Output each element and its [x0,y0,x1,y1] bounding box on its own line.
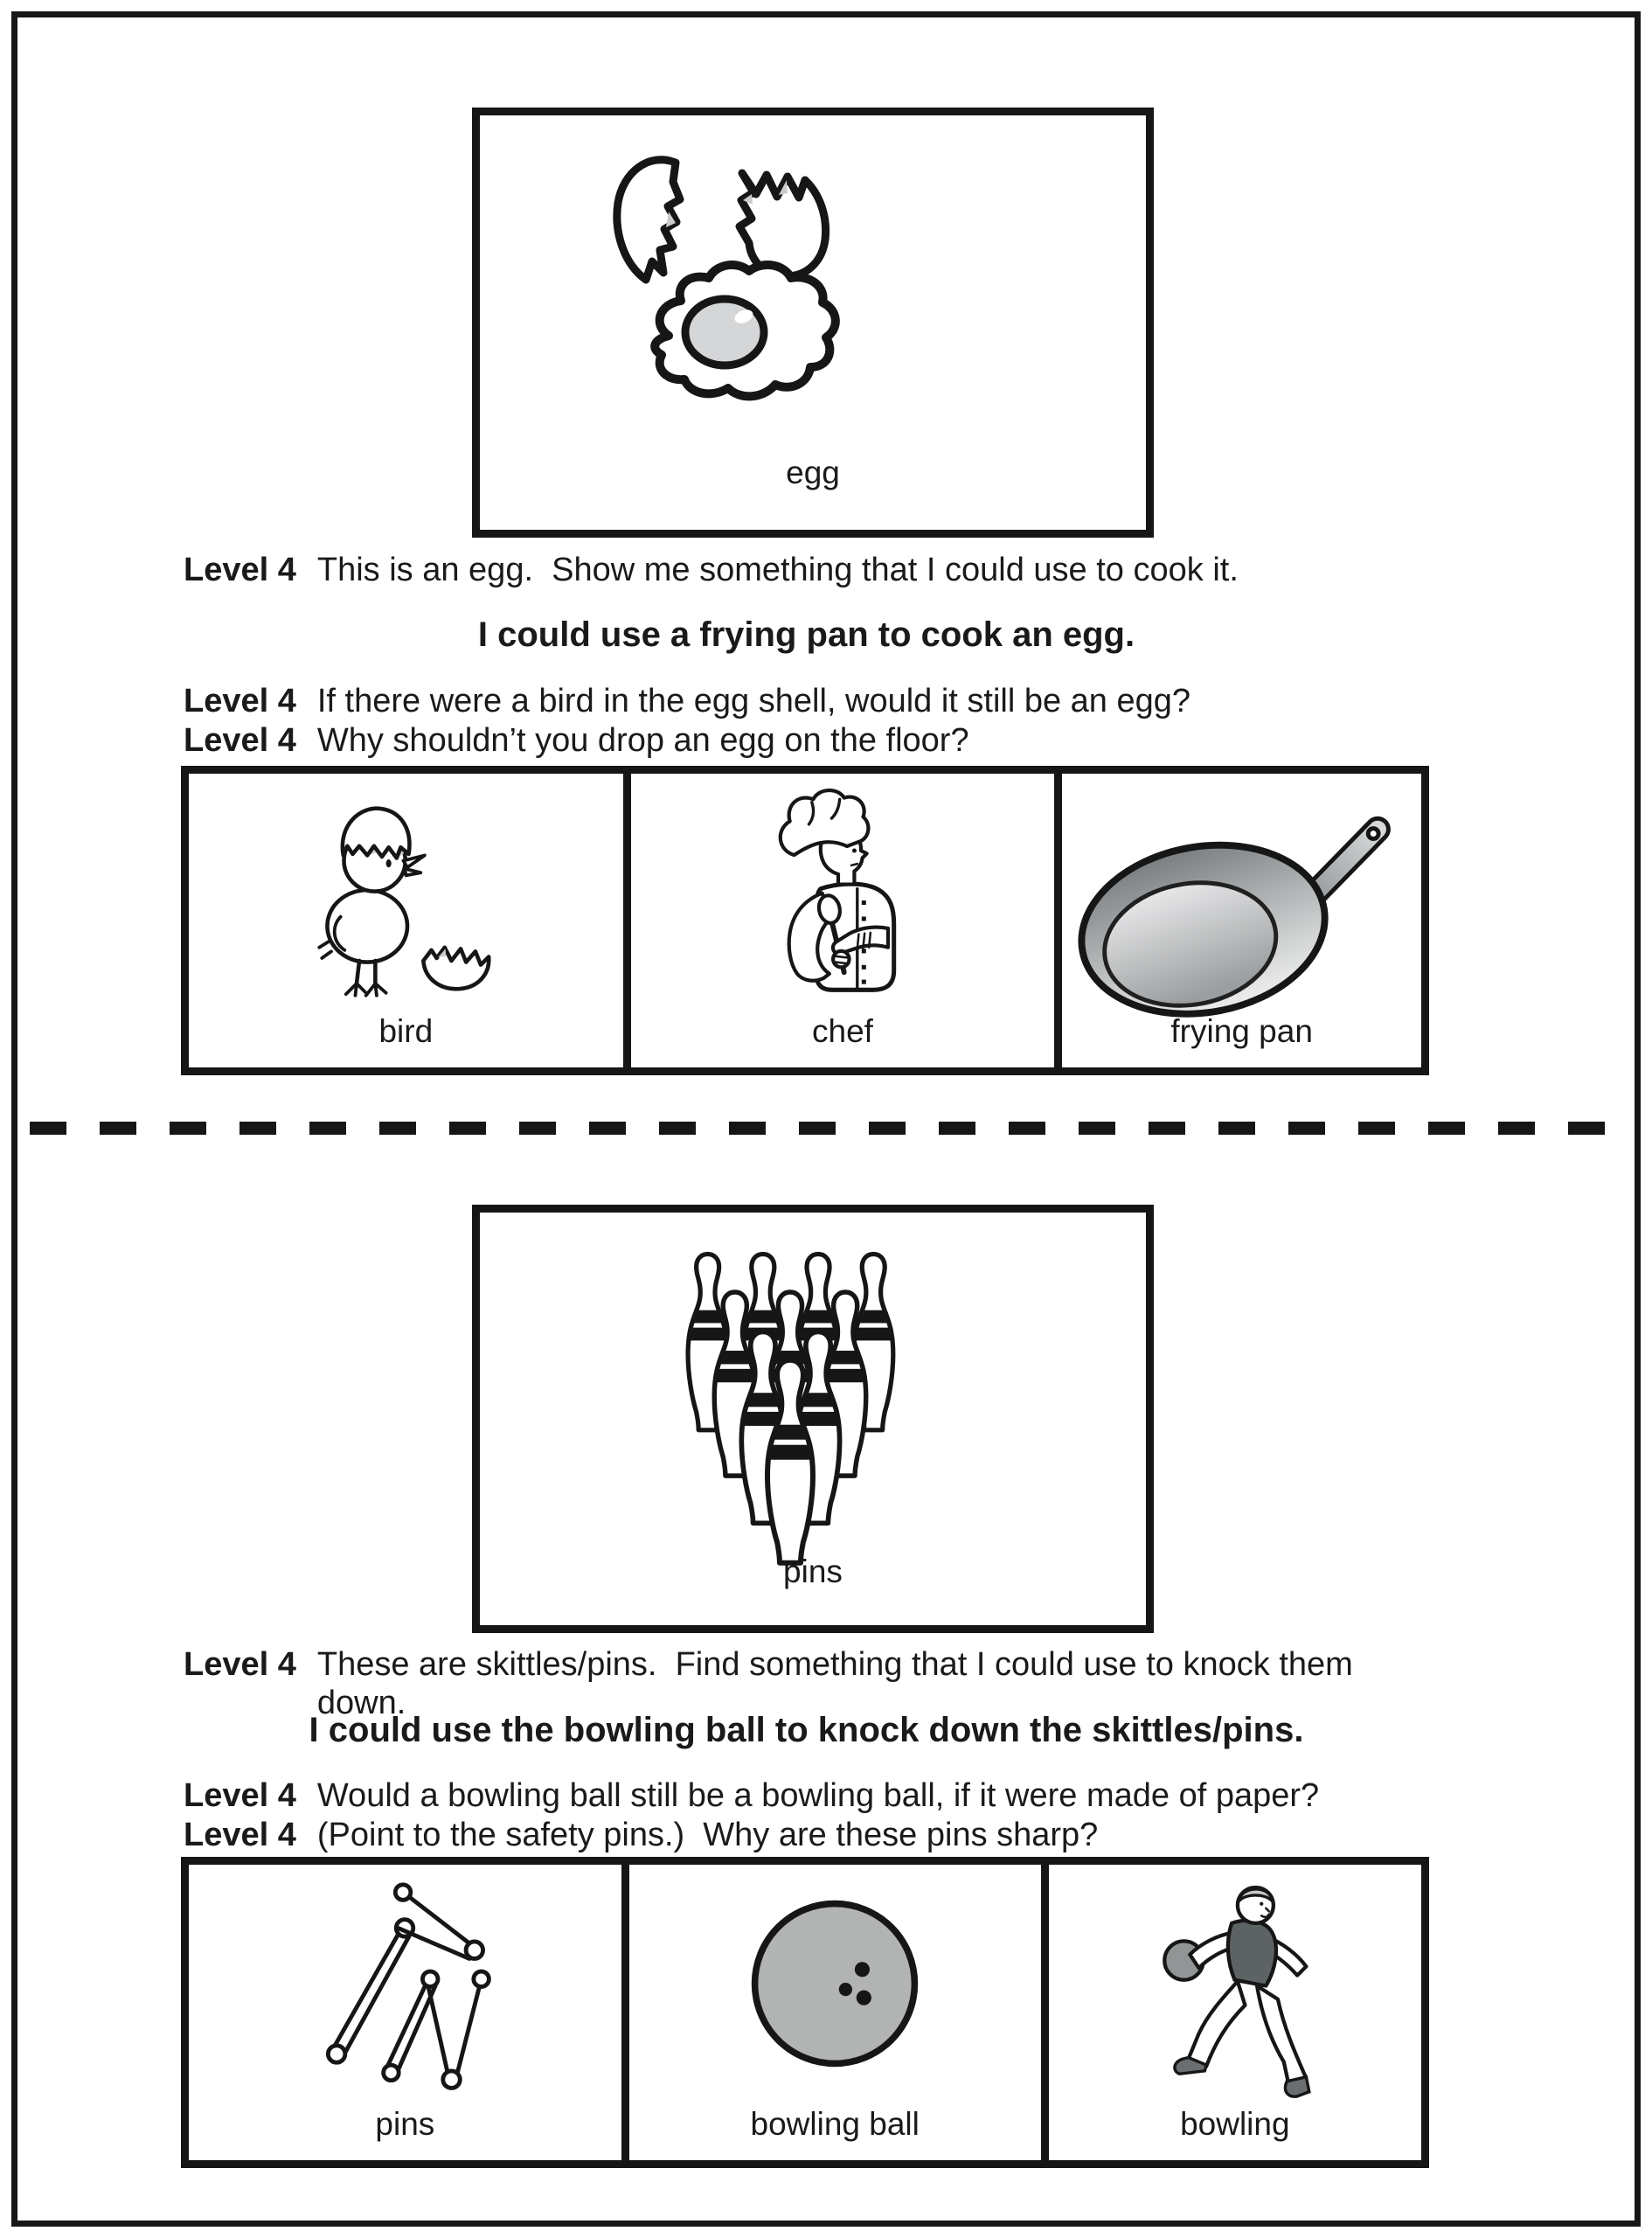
prompt-line [184,551,1442,589]
prompt-line [184,721,1442,760]
choice-strip [181,766,1429,1075]
level-tag: Level 4 [184,552,296,588]
level-tag: Level 4 [184,1646,296,1683]
prompt-text: If there were a bird in the egg shell, would it still be an egg? [316,683,1191,719]
chef-icon [747,786,938,1006]
choice-label: bird [378,1013,434,1049]
choice-frying-pan [1054,774,1421,1067]
bowler-icon [1145,1877,1324,2101]
choice-bowling [1041,1865,1421,2160]
choice-safety-pins [189,1865,621,2160]
choice-bird [189,774,623,1067]
choice-label: chef [812,1013,873,1049]
frying-pan-icon [1073,802,1411,1018]
stimulus-label: pins [783,1553,843,1589]
bowling-ball-icon [747,1896,922,2071]
safety-pins-icon [302,1877,507,2102]
choice-label: bowling [1180,2106,1290,2142]
prompt-text: These are skittles/pins. Find something that I could use to knock them down. [316,1646,1363,1721]
choice-strip [181,1857,1429,2168]
level-tag: Level 4 [184,722,296,759]
choice-bowling-ball [621,1865,1041,2160]
prompt-line [184,682,1442,720]
choice-chef [623,774,1055,1067]
model-sentence: I could use a frying pan to cook an egg. [477,615,1135,654]
cracked-egg-icon [611,150,856,439]
prompt-text: This is an egg. Show me something that I could use to cook it. [316,552,1239,588]
stimulus-label: egg [786,455,840,490]
choice-label: bowling ball [750,2106,920,2142]
choice-label: frying pan [1170,1013,1313,1049]
choice-label: pins [375,2106,435,2142]
chick-icon [306,786,506,1006]
cut-dashed-divider [30,1122,1622,1135]
level-tag: Level 4 [184,1777,296,1814]
prompt-text: (Point to the safety pins.) Why are these pins sharp? [316,1817,1099,1853]
pins-stimulus-card [472,1205,1154,1633]
prompt-text: Why shouldn’t you drop an egg on the floor? [316,722,969,759]
model-sentence: I could use the bowling ball to knock down the skittles/pins. [309,1711,1304,1749]
prompt-line [184,1816,1442,1854]
bowling-pins-icon [642,1251,939,1571]
prompt-text: Would a bowling ball still be a bowling ball, if it were made of paper? [316,1777,1320,1814]
egg-stimulus-card [472,108,1154,538]
level-tag: Level 4 [184,1817,296,1853]
level-tag: Level 4 [184,683,296,719]
prompt-line [184,1776,1442,1815]
